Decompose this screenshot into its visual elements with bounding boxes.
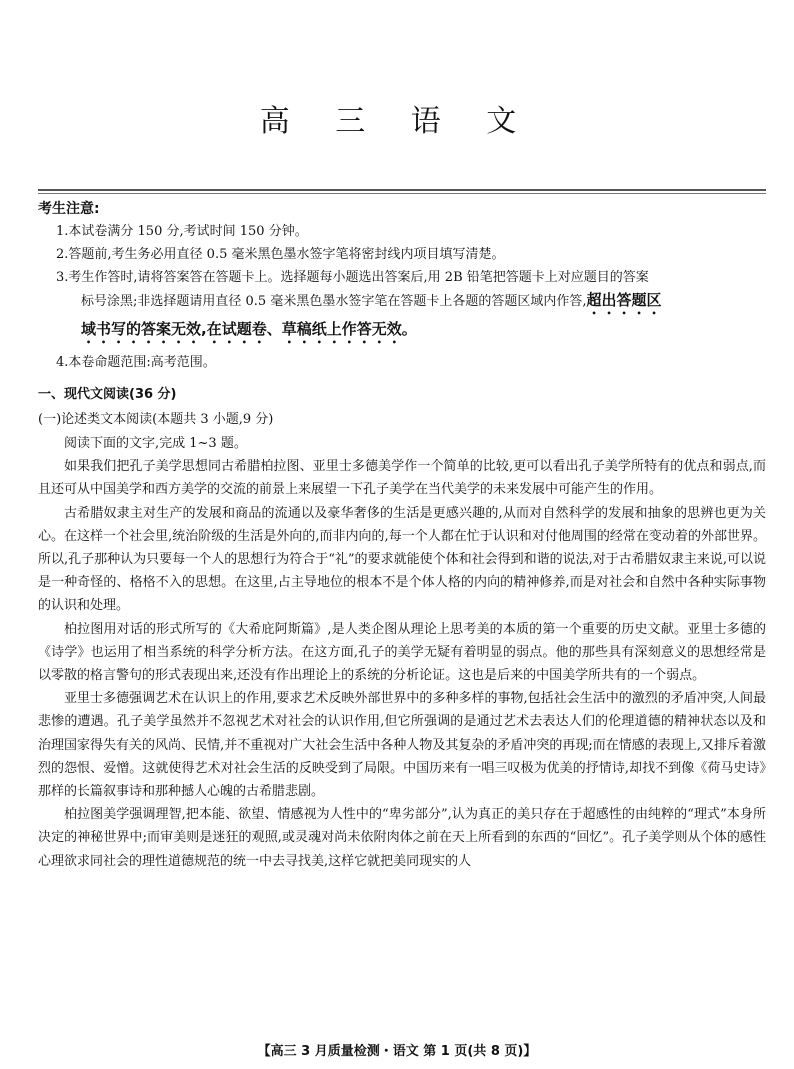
- notice-item-4: 4.本卷命题范围:高考范围。: [56, 355, 216, 370]
- notice-item-2: 2.答题前,考生务必用直径 0.5 毫米黑色墨水签字笔将密封线内项目填写清楚。: [56, 247, 505, 262]
- section-title: 一、现代文阅读(36 分): [38, 387, 177, 402]
- paragraph-1: 如果我们把孔子美学思想同古希腊柏拉图、亚里士多德美学作一个简单的比较,更可以看出孔子美学所特有的优点和弱点,而且还可从中国美学和西方美学的交流的前景上来展望一下孔子美学在当代美学的未来发展中可能产生的作用。: [38, 459, 766, 498]
- page-title: 高 三 语 文: [259, 104, 535, 139]
- notice-emphasis-b: 域书写的答案无效,在试题卷、草稿纸上作答无效。: [81, 320, 417, 338]
- notice-item-3-line3: [56, 318, 771, 347]
- notice-heading: 考生注意:: [38, 201, 100, 217]
- notice-emphasis-a: 超出答题区: [586, 291, 662, 309]
- header-rule: [38, 189, 766, 191]
- paragraph-4: 亚里士多德强调艺术在认识上的作用,要求艺术反映外部世界中的多种多样的事物,包括社会生活中的激烈的矛盾冲突,人间最悲惨的遭遇。孔子美学虽然并不忽视艺术对社会的认识作用,但它所强调的是通过艺术去表达人们的伦理道德的精神状态以及和治理国家得失有关的风尚、民情,并不重视对广大社会生活中各种人物及其复杂的矛盾冲突的再现;而在情感的表现上,又排斥着激烈的怨恨、爱憎。这就使得艺术对社会生活的反映受到了局限。中国历来有一唱三叹极为优美的抒情诗,却找不到像《荷马史诗》那样的长篇叙事诗和那种撼人心魄的古希腊悲剧。: [38, 691, 766, 800]
- reading-passage: [38, 432, 766, 873]
- notice-item-3-line1: 3.考生作答时,请将答案答在答题卡上。选择题每小题选出答案后,用 2B 铅笔把答题卡上对应题目的答案: [56, 270, 649, 285]
- paragraph-5: 柏拉图美学强调理智,把本能、欲望、情感视为人性中的“卑劣部分”,认为真正的美只存在于超感性的由纯粹的“理式”本身所决定的神秘世界中;而审美则是迷狂的观照,或灵魂对尚未依附肉体之前在天上所看到的东西的“回忆”。孔子美学则从个体的感性心理欲求同社会的理性道德规范的统一中去寻找美,这样它就把美同现实的人: [38, 807, 766, 869]
- notice-list: [56, 220, 771, 374]
- notice-item-3-line2: [56, 289, 771, 318]
- notice-item-3-text: 标号涂黑;非选择题请用直径 0.5 毫米黑色墨水签字笔在答题卡上各题的答题区域内作答,: [81, 294, 587, 309]
- paragraph-2: 古希腊奴隶主对生产的发展和商品的流通以及豪华奢侈的生活是更感兴趣的,从而对自然科学的发展和抽象的思辨也更为关心。在这样一个社会里,统治阶级的生活是外向的,而非内向的,每一个人都在忙于认识和对付他周围的经常在变动着的外部世界。所以,孔子那种认为只要每一个人的思想行为符合于“礼”的要求就能使个体和社会得到和谐的说法,对于古希腊奴隶主来说,可以说是一种奇怪的、格格不入的思想。在这里,占主导地位的根本不是个体人格的内向的精神修养,而是对社会和自然中各种实际事物的认识和处理。: [38, 505, 766, 614]
- page-footer: 【高三 3 月质量检测・语文 第 1 页(共 8 页)】: [257, 1044, 537, 1059]
- paragraph-3: 柏拉图用对话的形式所写的《大希庇阿斯篇》,是人类企图从理论上思考美的本质的第一个重要的历史文献。亚里士多德的《诗学》也运用了相当系统的科学分析方法。在这方面,孔子的美学无疑有着明显的弱点。他的那些具有深刻意义的思想经常是以零散的格言警句的形式表现出来,还没有作出理论上的系统的分析论证。这也是后来的中国美学所共有的一个弱点。: [38, 621, 766, 684]
- header-rule-thin: [38, 193, 766, 194]
- notice-item-1: 1.本试卷满分 150 分,考试时间 150 分钟。: [56, 224, 308, 239]
- instruction: 阅读下面的文字,完成 1~3 题。: [64, 436, 247, 451]
- section-subtitle: (一)论述类文本阅读(本题共 3 小题,9 分): [38, 412, 274, 427]
